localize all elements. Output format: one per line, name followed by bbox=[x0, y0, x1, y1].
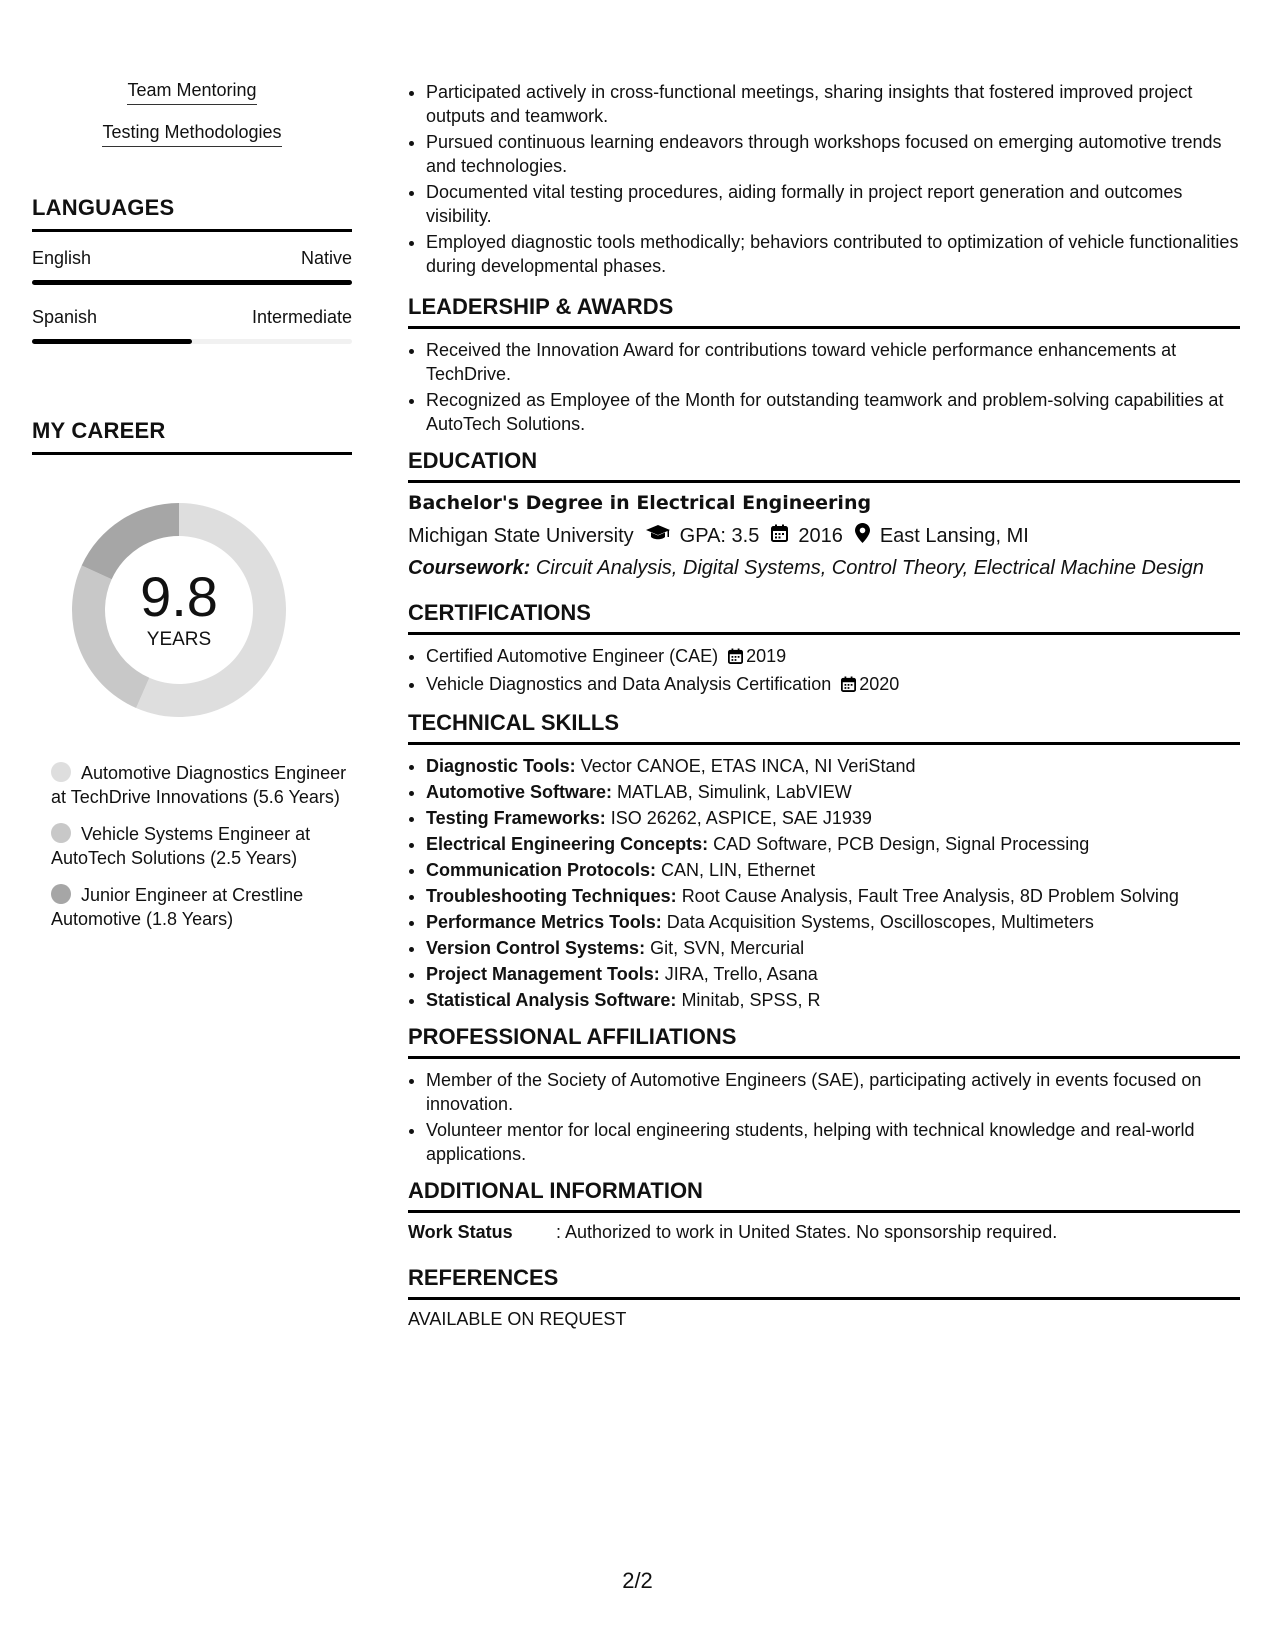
career-heading: MY CAREER bbox=[32, 418, 352, 455]
references-heading: REFERENCES bbox=[408, 1265, 1240, 1300]
education-heading: EDUCATION bbox=[408, 448, 1240, 483]
language-level: Intermediate bbox=[251, 307, 352, 327]
technical-skill-item bbox=[426, 858, 1240, 882]
career-total-value: 9.8 bbox=[140, 565, 218, 628]
skill-tag-label: Testing Methodologies bbox=[102, 122, 281, 147]
skill-values: Data Acquisition Systems, Oscilloscopes, Multimeters bbox=[666, 912, 1094, 932]
career-legend-item bbox=[51, 883, 352, 931]
experience-bullets bbox=[408, 80, 1240, 278]
skill-values: CAN, LIN, Ethernet bbox=[661, 860, 816, 880]
education-details bbox=[408, 523, 1240, 549]
leadership-section bbox=[408, 294, 1240, 436]
technical-skill-item bbox=[426, 754, 1240, 778]
affiliation-item: • Member of the Society of Automotive Engineers (SAE), participating actively in events focused on innovation. bbox=[426, 1068, 1240, 1116]
coursework bbox=[408, 557, 1240, 580]
references-section bbox=[408, 1265, 1240, 1330]
work-status-label: Work Status bbox=[408, 1222, 513, 1242]
skill-values: Minitab, SPSS, R bbox=[681, 990, 821, 1010]
technical-skill-item bbox=[426, 832, 1240, 856]
legend-dot bbox=[51, 762, 71, 782]
certifications-section bbox=[408, 600, 1240, 698]
career-legend-item bbox=[51, 761, 352, 809]
gpa: GPA: 3.5 bbox=[679, 524, 760, 547]
main-content bbox=[408, 80, 1240, 1330]
skill-values: Git, SVN, Mercurial bbox=[650, 938, 805, 958]
skill-category: Automotive Software: bbox=[426, 782, 613, 802]
languages-heading: LANGUAGES bbox=[32, 195, 352, 232]
skill-category: Testing Frameworks: bbox=[426, 808, 606, 828]
skill-category: Communication Protocols: bbox=[426, 860, 657, 880]
career-total-unit: YEARS bbox=[146, 629, 212, 650]
skill-values: MATLAB, Simulink, LabVIEW bbox=[617, 782, 852, 802]
work-status-row bbox=[408, 1222, 1240, 1243]
additional-info-section bbox=[408, 1178, 1240, 1243]
affiliations-list bbox=[408, 1068, 1240, 1166]
affiliations-section bbox=[408, 1024, 1240, 1166]
coursework-list: Circuit Analysis, Digital Systems, Control Theory, Electrical Machine Design bbox=[535, 557, 1204, 579]
technical-skill-item bbox=[426, 780, 1240, 804]
calendar-icon bbox=[841, 674, 856, 698]
school-location: East Lansing, MI bbox=[879, 524, 1029, 547]
skill-values: Vector CANOE, ETAS INCA, NI VeriStand bbox=[580, 756, 916, 776]
technical-skill-item bbox=[426, 962, 1240, 986]
technical-skill-item bbox=[426, 806, 1240, 830]
experience-bullet: • Pursued continuous learning endeavors through workshops focused on emerging automotive trends and technologies. bbox=[426, 130, 1240, 178]
skill-tags bbox=[32, 80, 352, 147]
affiliations-heading: PROFESSIONAL AFFILIATIONS bbox=[408, 1024, 1240, 1059]
language-level: Native bbox=[300, 248, 352, 268]
technical-skills-list bbox=[408, 754, 1240, 1012]
skill-category: Project Management Tools: bbox=[426, 964, 660, 984]
legend-dot bbox=[51, 823, 71, 843]
skill-category: Version Control Systems: bbox=[426, 938, 646, 958]
experience-bullet: • Participated actively in cross-functional meetings, sharing insights that fostered improved project outputs and teamwork. bbox=[426, 80, 1240, 128]
graduation-year: 2016 bbox=[798, 524, 843, 547]
career-section bbox=[32, 418, 352, 931]
language-proficiency-bar bbox=[32, 339, 352, 344]
references-text: AVAILABLE ON REQUEST bbox=[408, 1309, 627, 1329]
language-name: English bbox=[32, 248, 92, 268]
career-role-label: Automotive Diagnostics Engineer at TechDrive Innovations (5.6 Years) bbox=[51, 763, 347, 807]
skill-values: JIRA, Trello, Asana bbox=[664, 964, 818, 984]
language-proficiency-fill bbox=[32, 339, 192, 344]
leadership-heading: LEADERSHIP & AWARDS bbox=[408, 294, 1240, 329]
career-donut bbox=[64, 495, 294, 725]
certifications-heading: CERTIFICATIONS bbox=[408, 600, 1240, 635]
experience-bullet: • Documented vital testing procedures, aiding formally in project report generation and outcomes visibility. bbox=[426, 180, 1240, 228]
legend-dot bbox=[51, 884, 71, 904]
career-role-label: Vehicle Systems Engineer at AutoTech Solutions (2.5 Years) bbox=[51, 824, 311, 868]
skill-values: ISO 26262, ASPICE, SAE J1939 bbox=[610, 808, 872, 828]
language-item bbox=[32, 307, 352, 344]
certifications-list bbox=[408, 644, 1240, 698]
skill-values: CAD Software, PCB Design, Signal Processing bbox=[713, 834, 1090, 854]
affiliation-item: • Volunteer mentor for local engineering students, helping with technical knowledge and real-world applications. bbox=[426, 1118, 1240, 1166]
skill-category: Diagnostic Tools: bbox=[426, 756, 576, 776]
technical-skill-item bbox=[426, 884, 1240, 908]
experience-bullet: • Employed diagnostic tools methodically; behaviors contributed to optimization of vehicle functionalities during developmental phases. bbox=[426, 230, 1240, 278]
language-item bbox=[32, 248, 352, 285]
calendar-icon bbox=[771, 524, 788, 548]
certification-item bbox=[426, 644, 1240, 670]
calendar-icon bbox=[728, 646, 743, 670]
school-name: Michigan State University bbox=[408, 524, 634, 547]
education-section bbox=[408, 448, 1240, 580]
graduation-cap-icon bbox=[646, 524, 670, 548]
additional-info-heading: ADDITIONAL INFORMATION bbox=[408, 1178, 1240, 1213]
language-proficiency-bar bbox=[32, 280, 352, 285]
certification-year: 2020 bbox=[859, 674, 900, 694]
career-total bbox=[64, 567, 294, 651]
skill-values: Root Cause Analysis, Fault Tree Analysis, 8D Problem Solving bbox=[681, 886, 1179, 906]
career-legend bbox=[51, 761, 352, 931]
leadership-item: • Received the Innovation Award for contributions toward vehicle performance enhancements at TechDrive. bbox=[426, 338, 1240, 386]
career-legend-item bbox=[51, 822, 352, 870]
technical-skill-item bbox=[426, 988, 1240, 1012]
coursework-label: Coursework: bbox=[408, 557, 531, 579]
technical-skills-heading: TECHNICAL SKILLS bbox=[408, 710, 1240, 745]
skill-category: Statistical Analysis Software: bbox=[426, 990, 677, 1010]
skill-category: Electrical Engineering Concepts: bbox=[426, 834, 709, 854]
career-role-label: Junior Engineer at Crestline Automotive (1.8 Years) bbox=[51, 885, 304, 929]
sidebar bbox=[32, 80, 352, 944]
language-name: Spanish bbox=[32, 307, 98, 327]
technical-skill-item bbox=[426, 936, 1240, 960]
certification-year: 2019 bbox=[746, 646, 787, 666]
technical-skill-item bbox=[426, 910, 1240, 934]
degree-title: Bachelor's Degree in Electrical Engineering bbox=[408, 492, 872, 514]
skill-category: Troubleshooting Techniques: bbox=[426, 886, 677, 906]
technical-skills-section bbox=[408, 710, 1240, 1012]
work-status-value: : Authorized to work in United States. No sponsorship required. bbox=[556, 1222, 1058, 1242]
page-number: 2/2 bbox=[622, 1568, 653, 1593]
certification-name: Certified Automotive Engineer (CAE) bbox=[426, 646, 719, 666]
leadership-list bbox=[408, 338, 1240, 436]
certification-item bbox=[426, 672, 1240, 698]
skill-tag bbox=[32, 80, 352, 105]
certification-name: Vehicle Diagnostics and Data Analysis Certification bbox=[426, 674, 832, 694]
skill-tag-label: Team Mentoring bbox=[127, 80, 256, 105]
leadership-item: • Recognized as Employee of the Month for outstanding teamwork and problem-solving capabilities at AutoTech Solutions. bbox=[426, 388, 1240, 436]
languages-section bbox=[32, 195, 352, 344]
language-proficiency-fill bbox=[32, 280, 352, 285]
map-pin-icon bbox=[855, 523, 870, 549]
skill-tag bbox=[32, 122, 352, 147]
skill-category: Performance Metrics Tools: bbox=[426, 912, 662, 932]
